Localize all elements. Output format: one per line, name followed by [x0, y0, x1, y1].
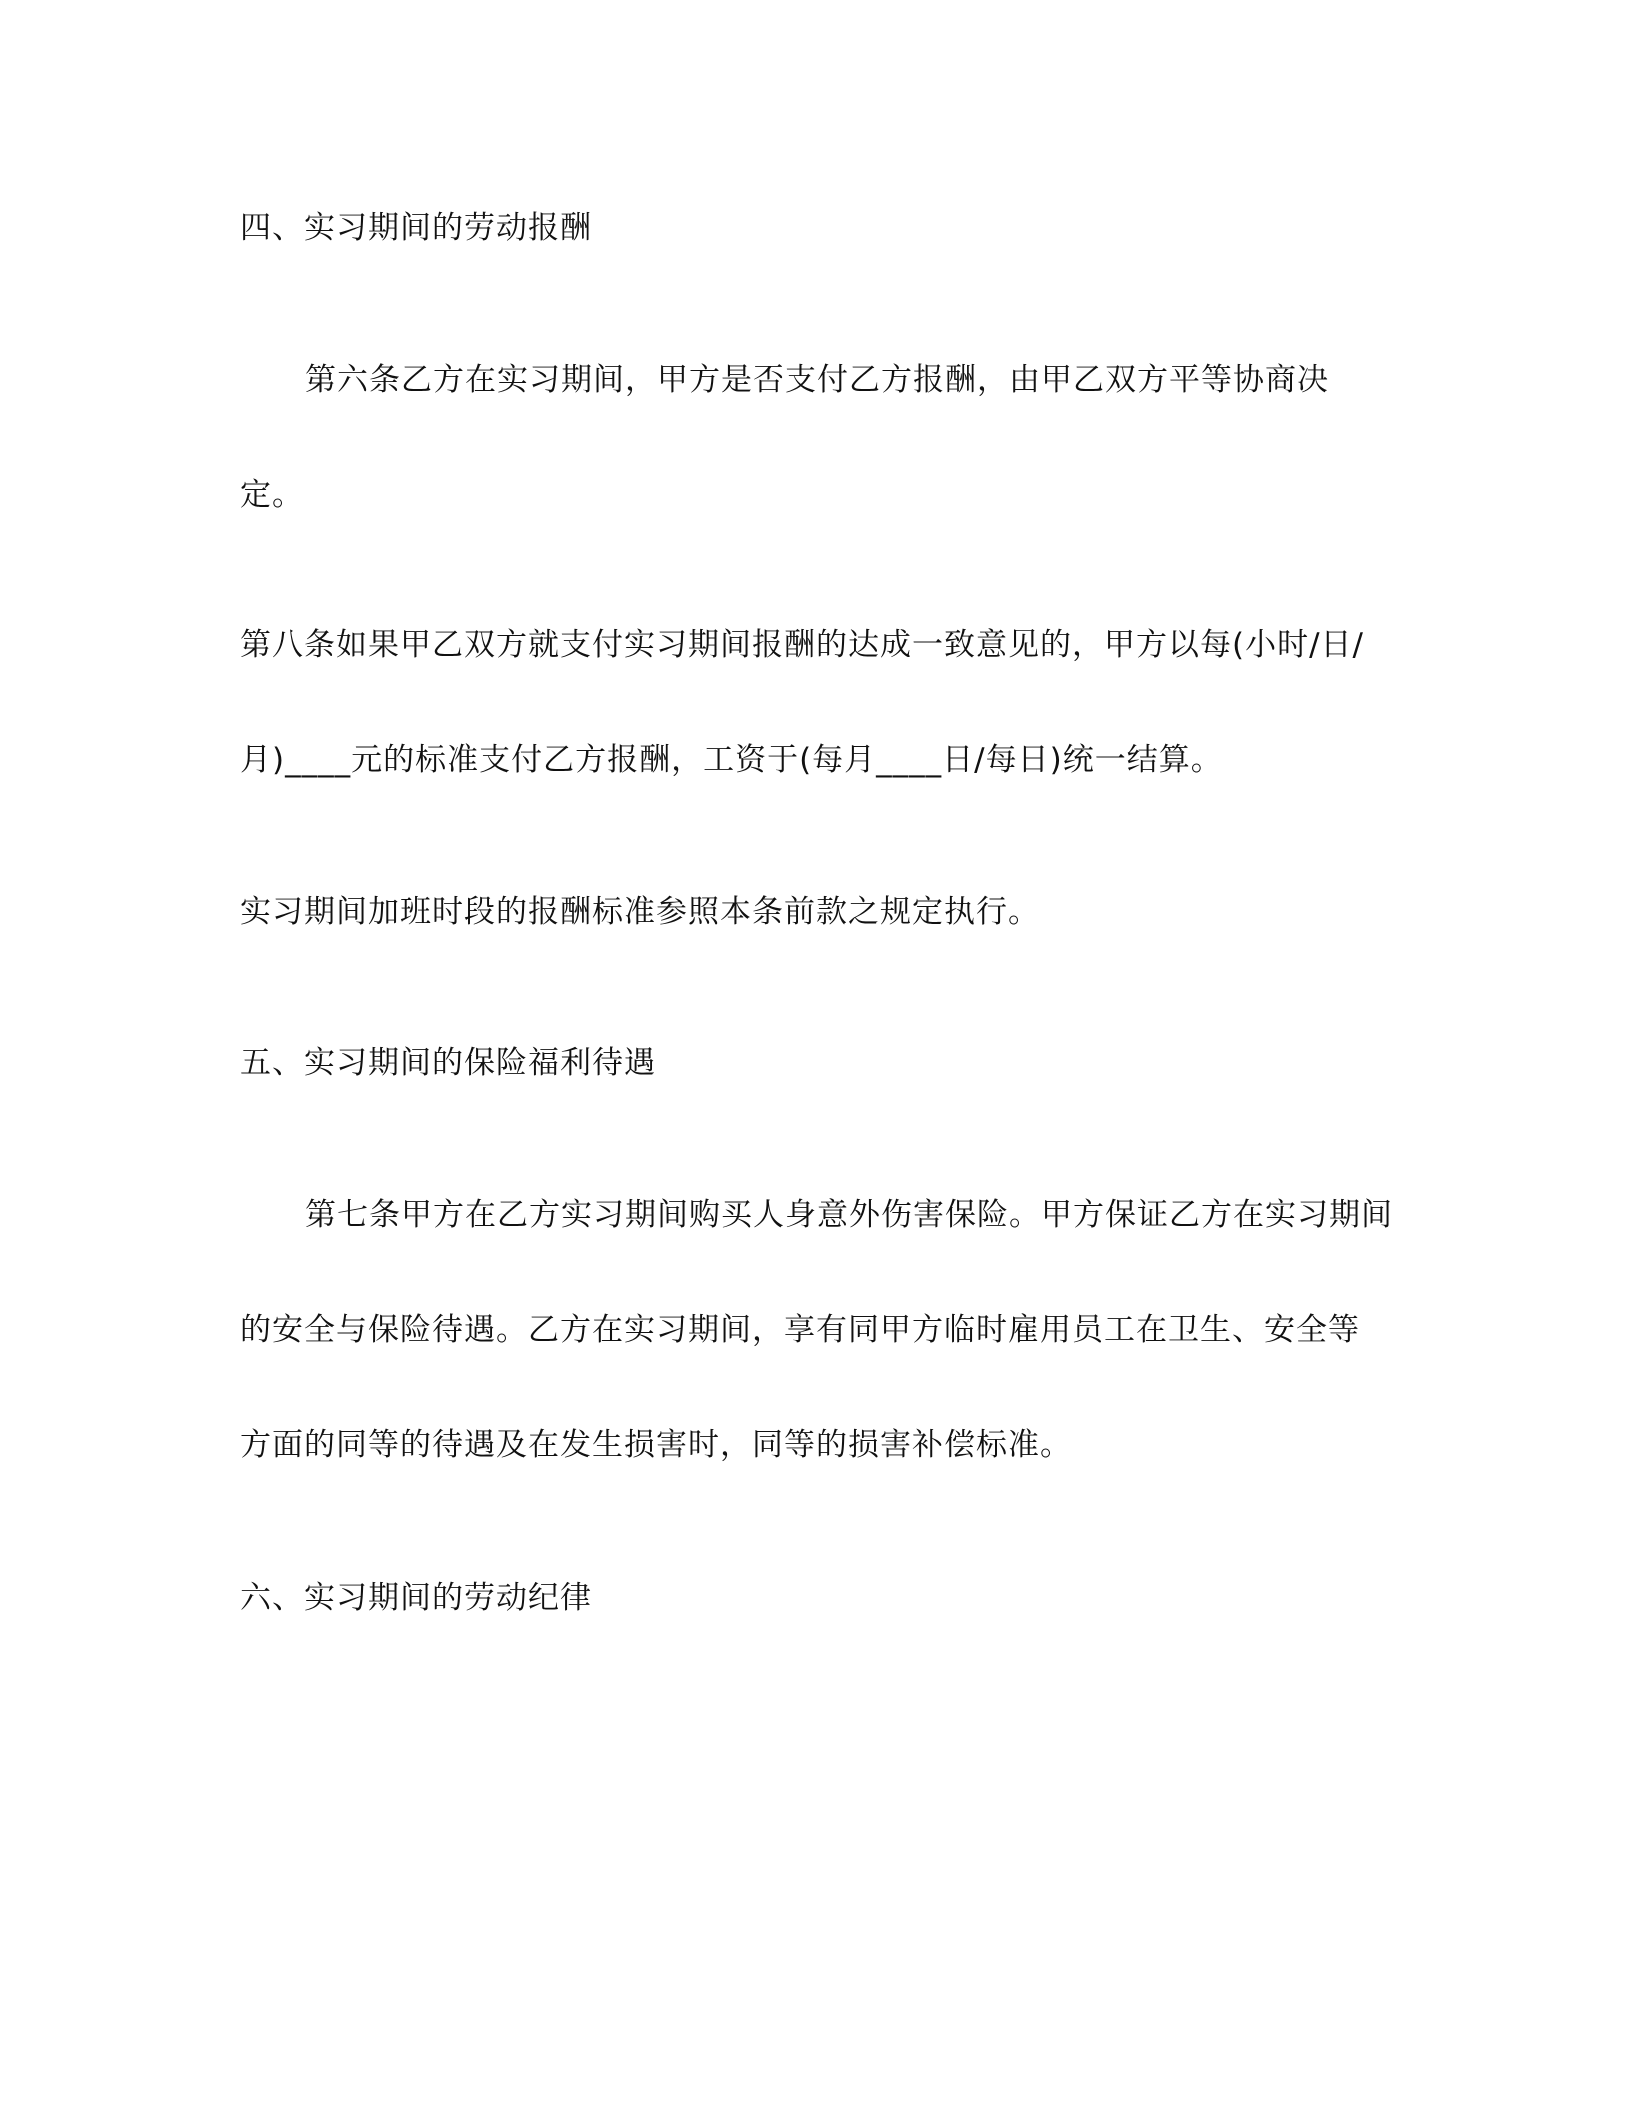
section-6-heading: 六、实习期间的劳动纪律	[240, 1580, 592, 1616]
overtime-clause: 实习期间加班时段的报酬标准参照本条前款之规定执行。	[240, 894, 1040, 930]
section-5-heading: 五、实习期间的保险福利待遇	[240, 1045, 656, 1081]
article-8-line-2: 月)____元的标准支付乙方报酬，工资于(每月____日/每日)统一结算。	[240, 742, 1223, 778]
article-6-line-1: 第六条乙方在实习期间，甲方是否支付乙方报酬，由甲乙双方平等协商决	[305, 362, 1329, 398]
article-6-line-2: 定。	[240, 477, 304, 513]
article-7-line-3: 方面的同等的待遇及在发生损害时，同等的损害补偿标准。	[240, 1427, 1072, 1463]
article-7-line-2: 的安全与保险待遇。乙方在实习期间，享有同甲方临时雇用员工在卫生、安全等	[240, 1312, 1360, 1348]
article-7-line-1: 第七条甲方在乙方实习期间购买人身意外伤害保险。甲方保证乙方在实习期间	[305, 1197, 1393, 1233]
article-8-line-1: 第八条如果甲乙双方就支付实习期间报酬的达成一致意见的，甲方以每(小时/日/	[240, 627, 1364, 663]
section-4-heading: 四、实习期间的劳动报酬	[240, 210, 592, 246]
